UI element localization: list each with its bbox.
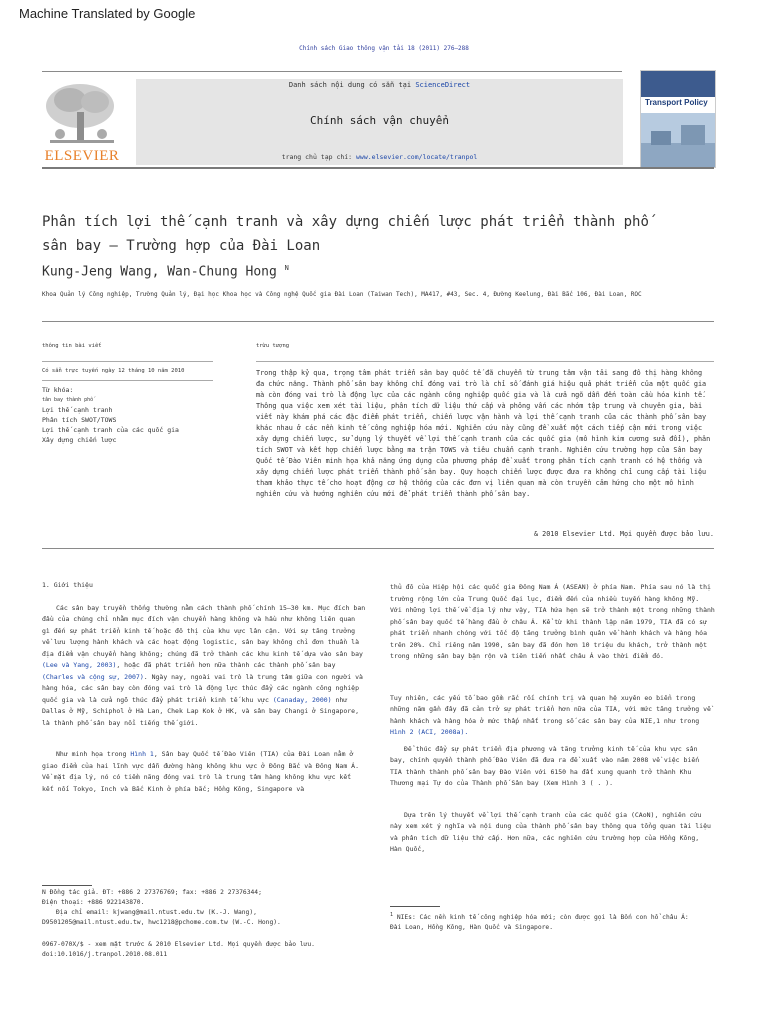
article-info-rule-2 xyxy=(42,380,213,381)
right-paragraph-2 xyxy=(390,693,720,739)
text-line: Dựa trên lý thuyết về lợi thế cạnh tranh của các quốc gia (CAoN), nghiên cứu xyxy=(404,810,702,819)
text-line: TIA thành thành phố sân bay Đào Viên với 6150 ha đất xung quanh trở thành Khu xyxy=(390,767,692,776)
article-info-heading: thông tin bài viết xyxy=(42,343,102,349)
keywords-subtitle: tân bay thành phố xyxy=(42,397,94,403)
abstract-line: nghiên cứu và hướng nghiên cứu mới để phát triển thành phố sân bay. xyxy=(256,490,531,498)
abstract-line: khác nhau ở các nền kinh tế công nghiệp hóa mới. Nghiên cứu này cũng đề xuất một cách tiếp cận mới trong việc xyxy=(256,424,703,432)
left-column xyxy=(42,580,372,806)
corresponding-author-mark: N xyxy=(284,264,289,272)
text-line: bay, chính quyền thành phố Đào Viên đã đưa ra đề xuất vào năm 2008 về việc biến xyxy=(390,756,700,764)
footnote-line: Đài Loan, Hồng Kông, Hàn Quốc và Singapore. xyxy=(390,924,554,932)
footnote-line: NIEs: Các nền kinh tế công nghiệp hóa mới; còn được gọi là Bốn con hổ châu Á: xyxy=(396,914,689,922)
text-line: như xyxy=(331,695,348,704)
text-line: phố sân bay quốc tế hàng đầu ở châu Á. Kể từ khi thành lập năm 1979, TIA đã có sự xyxy=(390,617,707,626)
text-line: Để thúc đẩy sự phát triển địa phương và tăng trưởng kinh tế của khu vực sân xyxy=(404,744,698,753)
doi-line[interactable]: doi:10.1016/j.tranpol.2010.08.011 xyxy=(42,951,168,958)
text-line: trường rộng lớn của Trung Quốc đại lục, điểm đến của nhiều tuyến hàng không Mỹ. xyxy=(390,594,700,603)
keywords-block xyxy=(42,385,179,445)
citation-link[interactable]: (Lee và Yang, 2003) xyxy=(42,661,117,669)
footnote-mark: 1 xyxy=(390,912,394,918)
text-line: Hàn Quốc, xyxy=(390,845,426,853)
issn-line: 0967-070X/$ - xem mặt trước & 2010 Elsevier Ltd. Mọi quyền được bảo lưu. xyxy=(42,941,315,948)
abstract-line: mà còn đóng vai trò là động lực của các ngành công nghiệp quốc gia và là cửa ngõ dẫn đến toàn cầu hóa kinh tế. xyxy=(256,391,707,399)
cover-top-band xyxy=(641,71,715,97)
info-top-rule xyxy=(42,321,714,322)
section-heading: 1. Giới thiệu xyxy=(42,581,93,589)
intro-paragraph-1 xyxy=(42,603,372,730)
journal-reference[interactable]: Chính sách Giao thông vận tải 18 (2011) 276–288 xyxy=(299,45,469,52)
keyword-item: Xây dựng chiến lược xyxy=(42,436,117,444)
journal-homepage-line: trang chủ tạp chí: www.elsevier.com/locate/tranpol xyxy=(281,153,478,161)
text-line: những năm gần đây đã cản trở sự phát triển hơn nữa của TIA, với mức tăng trưởng về xyxy=(390,705,711,713)
citation-link[interactable]: (Charles và cộng sự, 2007) xyxy=(42,672,144,681)
footnote-rule-right xyxy=(390,906,440,907)
right-paragraph-4 xyxy=(390,810,720,856)
elsevier-logo xyxy=(40,78,124,166)
text-line: địa điểm vận chuyển hàng không; chúng đã trở thành các khu kinh tế dựa vào sân bay xyxy=(42,649,363,658)
text-line: trong những sân bay bận rộn và tiên tiến nhất châu Á vào thời điểm đó. xyxy=(390,652,664,660)
text-line: gì đến sự phát triển kinh tế hoặc đô thị của khu vực lân cận. Với sự tăng trưởng xyxy=(42,626,356,635)
keyword-item: Lợi thế cạnh tranh xyxy=(42,406,113,414)
text-line: phát triển nhanh chóng với tốc độ tăng trưởng bình quân về hành khách và hàng hóa xyxy=(390,629,707,637)
author-footnotes xyxy=(42,888,372,928)
abstract-line: Trong thập kỷ qua, trọng tâm phát triển sân bay quốc tế đã chuyển từ trung tâm vận tải sang đô thị hàng không xyxy=(256,369,703,377)
text-line: là thành phố sân bay nổi tiếng thế giới. xyxy=(42,718,199,727)
text-line: hàng hóa, các sân bay còn đóng vai trò là động lực thúc đẩy các ngành công nghiệp xyxy=(42,684,359,692)
abstract-line: viết này khám phá các đặc điểm phát triển, chiến lược vận hành và lợi thế cạnh tranh của các thành phố sân bay xyxy=(256,413,707,421)
text-line: Với những lợi thế về địa lý như vậy, TIA hứa hẹn sẽ trở thành một trong những thành xyxy=(390,606,715,614)
text-line: kết nối Tokyo, Inch và Bắc Kinh ở phía bắc; Hồng Kông, Singapore và xyxy=(42,784,305,793)
right-column xyxy=(390,582,720,867)
sciencedirect-link[interactable]: ScienceDirect xyxy=(415,81,471,89)
doi-block xyxy=(42,940,372,960)
right-paragraph-1 xyxy=(390,582,720,663)
cover-photo-icon xyxy=(641,113,715,167)
article-info-rule xyxy=(42,361,213,362)
citation-link[interactable]: (Canaday, 2000) xyxy=(272,695,332,704)
journal-cover-thumbnail[interactable] xyxy=(640,70,716,168)
abstract-rule xyxy=(256,361,714,362)
text-line: Dallas ở Mỹ, Schiphol ở Hà Lan, Chek Lap Kok ở HK, và sân bay Changi ở Singapore, xyxy=(42,707,359,715)
text-line: này xem xét ý nghĩa và nội dung của thành phố sân bay thông qua tổng quan tài liệu xyxy=(390,822,711,830)
text-line: thủ đô của Hiệp hội các quốc gia Đông Nam Á (ASEAN) ở phía Nam. Phía sau nó là thị xyxy=(390,583,711,591)
text-line: về lưu lượng hành khách và các hoạt động logistic, sân bay không chỉ đơn thuần là xyxy=(42,638,359,646)
text-line: Về mặt địa lý, nó có tiềm năng đóng vai trò là trung tâm hàng không khu vực kết xyxy=(42,773,352,781)
machine-translated-banner: Machine Translated by Google xyxy=(19,6,196,21)
keyword-item: Lợi thế cạnh tranh của các quốc gia xyxy=(42,426,179,434)
keyword-item: Phân tích SWOT/TOWS xyxy=(42,416,117,424)
abstract-line: tích SWOT và kết hợp chiến lược bằng ma trận TOWS và tiêu chuẩn cạnh tranh. Nghiên cứu trường hợp của Sân bay xyxy=(256,446,703,454)
journal-header-box xyxy=(136,79,623,165)
text-line: và phân tích dữ liệu thứ cấp. Hơn nữa, các nghiên cứu trường hợp của Hồng Kông, xyxy=(390,833,700,842)
abstract-line: Quốc tế Đào Viên minh họa khả năng ứng dụng của phương pháp đề xuất trong phân tích cạnh tranh có hệ thống và xyxy=(256,457,703,465)
figure-link[interactable]: Hình 2 (ACI, 2008a). xyxy=(390,728,469,736)
available-online-date: Có sẵn trực tuyến ngày 12 tháng 10 năm 2010 xyxy=(42,368,185,374)
footnote-line: Địa chỉ email: kjwang@mail.ntust.edu.tw (K.-J. Wang), xyxy=(56,909,257,916)
text-line: giao điểm của hai lĩnh vực dẫn đường hàng không khu vực ở Đông Bắc và Đông Nam Á. xyxy=(42,761,359,770)
header-bottom-rule xyxy=(42,167,714,169)
journal-title: Chính sách vận chuyển xyxy=(309,114,450,127)
author-affiliation: Khoa Quản lý Công nghiệp, Trường Quản lý, Đại học Khoa học và Công nghệ Quốc gia Đài Loan (Taiwan Tech), MA417, #43, Sec. 4, Đường Keelung, Đài Bắc 106, Đài Loan, ROC xyxy=(42,291,642,298)
text-line: quốc gia và là cửa ngõ thúc đẩy phát triển kinh tế khu vực xyxy=(42,695,273,704)
text-line: , hoặc đã phát triển hơn nữa thành các thành phố sân bay xyxy=(116,661,336,669)
abstract-line: Thông qua việc xem xét tài liệu, phân tích dữ liệu thứ cấp và phỏng vấn các nhóm tập trung và chuyên gia, bài xyxy=(256,402,703,410)
text-line: . Ngày nay, ngoài vai trò là trung tâm giữa con người và xyxy=(143,672,363,681)
abstract-copyright: & 2010 Elsevier Ltd. Mọi quyền được bảo lưu. xyxy=(533,530,714,538)
footnote-rule-left xyxy=(42,885,92,886)
abstract-text xyxy=(256,368,714,500)
footnote-line: N Đồng tác giả. ĐT: +886 2 27376769; fax: +886 2 27376344; xyxy=(42,889,262,896)
nie-footnote xyxy=(390,910,720,933)
homepage-link[interactable]: www.elsevier.com/locate/tranpol xyxy=(356,153,478,161)
text-line: Các sân bay truyền thống thường nằm cách thành phố chính 15–30 km. Mục đích ban xyxy=(56,603,366,612)
contents-available-line: Danh sách nội dung có sẵn tại ScienceDirect xyxy=(288,81,471,89)
footnote-line: Điện thoại: +886 922143870. xyxy=(42,899,145,906)
figure-link[interactable]: Hình 1 xyxy=(130,750,154,758)
abstract-line: tham khảo thực tế cho hoạt động cơ hệ thống của các đơn vị liên quan mà còn truyền cảm hứng cho một mô hình xyxy=(256,479,694,487)
abstract-heading: trừu tượng xyxy=(256,343,290,349)
text-line: trên 20%. Chỉ riêng năm 1990, sân bay đã đón hơn 10 triệu du khách, trở thành một xyxy=(390,640,707,649)
abstract-line: xây dựng chiến lược, sử dụng lý thuyết về lợi thế cạnh tranh của các quốc gia (mô hình kim cương sửa đổi), phân xyxy=(256,435,711,443)
header-top-rule xyxy=(42,71,622,72)
body-top-rule xyxy=(42,548,714,549)
cover-image xyxy=(641,113,715,167)
cover-title: Transport Policy xyxy=(645,98,708,107)
text-line: Tuy nhiên, các yếu tố bao gồm rắc rối chính trị và quan hệ xuyên eo biển trong xyxy=(390,693,696,702)
text-line: đầu của chúng chỉ nhằm mục đích vận chuyển hàng không và hầu như không liên quan xyxy=(42,615,356,623)
right-paragraph-3 xyxy=(390,744,720,790)
article-title: Phân tích lợi thế cạnh tranh và xây dựng chiến lược phát triển thành phố sân bay – Trường hợp của Đài Loan xyxy=(42,214,649,254)
text-line: , Sân bay Quốc tế Đào Viên (TIA) của Đài Loan nằm ở xyxy=(153,750,354,758)
text-line: hành khách và hàng hóa ở mức thấp nhất trong số các sân bay của NIE,1 như trong xyxy=(390,716,700,725)
intro-paragraph-2 xyxy=(42,749,372,795)
elsevier-wordmark: ELSEVIER xyxy=(44,148,120,164)
text-line: Như minh họa trong xyxy=(56,750,131,758)
text-line: Thương mại Tự do của Thành phố Sân bay (Xem Hình 3 ( . ). xyxy=(390,779,614,787)
article-authors: Kung-Jeng Wang, Wan-Chung Hong $^N$ xyxy=(42,264,289,280)
abstract-line: đa chức năng. Thành phố sân bay không chỉ đóng vai trò là chỉ số đánh giá hiệu quả phát triển của một quốc gia xyxy=(256,380,707,388)
abstract-line: xây dựng chiến lược phát triển thành phố sân bay. Quy hoạch chiến lược được đưa ra không chỉ cung cấp tài liệu xyxy=(256,468,707,476)
footnote-line: D9501205@mail.ntust.edu.tw, hwc1218@pchome.com.tw (W.-C. Hong). xyxy=(42,919,281,926)
keywords-label: Từ khóa: xyxy=(42,386,74,394)
